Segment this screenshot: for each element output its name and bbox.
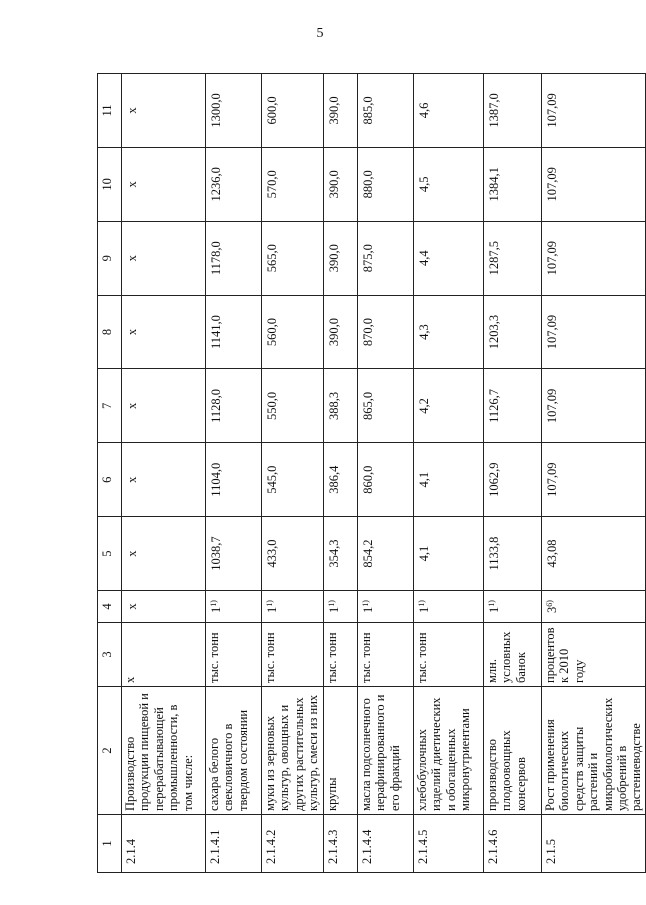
table-row xyxy=(414,74,484,873)
row-col4 xyxy=(262,591,324,623)
row-name: муки из зерновых культур, овощных и других растительных культур, смеси из них xyxy=(262,687,324,815)
row-value: 875,0 xyxy=(358,221,414,295)
footnote-marker: 6) xyxy=(545,600,554,607)
row-value: х xyxy=(122,295,206,369)
row-value: 880,0 xyxy=(358,147,414,221)
row-value: 43,08 xyxy=(542,517,646,591)
header-cell: 3 xyxy=(98,623,122,687)
row-col4-value: 1 xyxy=(327,606,341,613)
header-cell: 1 xyxy=(98,815,122,873)
row-name: Производство продукции пищевой и перерабатывающей промышленности, в том числе: xyxy=(122,687,206,815)
row-col4 xyxy=(206,591,262,623)
row-value: 433,0 xyxy=(262,517,324,591)
row-unit: тыс. тонн xyxy=(324,623,358,687)
row-value: 4,6 xyxy=(414,74,484,148)
row-value: 1141,0 xyxy=(206,295,262,369)
row-value: 4,4 xyxy=(414,221,484,295)
footnote-marker: 1) xyxy=(417,600,426,607)
row-value: 4,1 xyxy=(414,443,484,517)
row-value: 1062,9 xyxy=(484,443,542,517)
row-unit: тыс. тонн xyxy=(206,623,262,687)
row-value: 107,09 xyxy=(542,147,646,221)
row-col4-value: 1 xyxy=(265,606,279,613)
row-value: 1126,7 xyxy=(484,369,542,443)
row-value: 565,0 xyxy=(262,221,324,295)
footnote-marker: 1) xyxy=(487,600,496,607)
header-row xyxy=(98,74,122,873)
rotated-table-wrapper xyxy=(97,73,644,873)
row-value: 870,0 xyxy=(358,295,414,369)
table-row xyxy=(122,74,206,873)
row-value: 107,09 xyxy=(542,369,646,443)
row-col4 xyxy=(358,591,414,623)
row-value: 4,5 xyxy=(414,147,484,221)
row-value: х xyxy=(122,369,206,443)
row-value: 4,1 xyxy=(414,517,484,591)
row-value: х xyxy=(122,443,206,517)
row-value: 4,3 xyxy=(414,295,484,369)
row-name: сахара белого свекловичного в твердом состоянии xyxy=(206,687,262,815)
row-value: 885,0 xyxy=(358,74,414,148)
row-unit: млн. условных банок xyxy=(484,623,542,687)
row-value: 600,0 xyxy=(262,74,324,148)
row-value: 1203,3 xyxy=(484,295,542,369)
row-value: 550,0 xyxy=(262,369,324,443)
row-value: 4,2 xyxy=(414,369,484,443)
row-value: 560,0 xyxy=(262,295,324,369)
row-name: производство плодоовощных консервов xyxy=(484,687,542,815)
row-value: 390,0 xyxy=(324,147,358,221)
row-name: масла подсолнечного нерафинированного и его фракций xyxy=(358,687,414,815)
row-code: 2.1.4 xyxy=(122,815,206,873)
rotated-table-container xyxy=(97,73,644,873)
header-cell: 5 xyxy=(98,517,122,591)
row-value: 1287,5 xyxy=(484,221,542,295)
row-value: 354,3 xyxy=(324,517,358,591)
row-code: 2.1.5 xyxy=(542,815,646,873)
row-name: Рост применения биологических средств защиты растений и микробиологических удобрений в растениеводстве xyxy=(542,687,646,815)
row-col4 xyxy=(484,591,542,623)
row-code: 2.1.4.1 xyxy=(206,815,262,873)
row-value: 390,0 xyxy=(324,295,358,369)
row-value: 545,0 xyxy=(262,443,324,517)
row-col4 xyxy=(542,591,646,623)
row-value: х xyxy=(122,74,206,148)
row-name: крупы xyxy=(324,687,358,815)
row-code: 2.1.4.6 xyxy=(484,815,542,873)
page-number: 5 xyxy=(316,26,324,41)
row-code: 2.1.4.4 xyxy=(358,815,414,873)
row-value: 107,09 xyxy=(542,295,646,369)
row-col4 xyxy=(414,591,484,623)
footnote-marker: 1) xyxy=(361,600,370,607)
row-col4 xyxy=(324,591,358,623)
row-value: 1178,0 xyxy=(206,221,262,295)
header-cell: 11 xyxy=(98,74,122,148)
table-row xyxy=(484,74,542,873)
row-value: 1387,0 xyxy=(484,74,542,148)
row-unit: тыс. тонн xyxy=(414,623,484,687)
row-col4-value: 1 xyxy=(417,606,431,613)
row-code: 2.1.4.5 xyxy=(414,815,484,873)
row-unit: х xyxy=(122,623,206,687)
table-row xyxy=(324,74,358,873)
row-value: 1300,0 xyxy=(206,74,262,148)
row-value: 107,09 xyxy=(542,74,646,148)
row-value: х xyxy=(122,517,206,591)
row-value: 1236,0 xyxy=(206,147,262,221)
row-value: 390,0 xyxy=(324,74,358,148)
table-row xyxy=(542,74,646,873)
table-body xyxy=(122,74,646,873)
row-col4-value: 1 xyxy=(487,606,501,613)
row-value: 107,09 xyxy=(542,443,646,517)
header-cell: 2 xyxy=(98,687,122,815)
row-col4 xyxy=(122,591,206,623)
row-value: 388,3 xyxy=(324,369,358,443)
row-col4-value: х xyxy=(125,603,139,610)
row-value: 1038,7 xyxy=(206,517,262,591)
row-col4-value: 1 xyxy=(209,606,223,613)
row-value: 1384,1 xyxy=(484,147,542,221)
table-row xyxy=(358,74,414,873)
header-cell: 7 xyxy=(98,369,122,443)
row-value: 570,0 xyxy=(262,147,324,221)
row-value: 865,0 xyxy=(358,369,414,443)
row-unit: тыс. тонн xyxy=(262,623,324,687)
row-col4-value: 3 xyxy=(545,606,559,613)
row-value: х xyxy=(122,221,206,295)
row-value: 1128,0 xyxy=(206,369,262,443)
row-col4-value: 1 xyxy=(361,606,375,613)
row-value: х xyxy=(122,147,206,221)
row-value: 107,09 xyxy=(542,221,646,295)
table-row xyxy=(206,74,262,873)
header-cell: 10 xyxy=(98,147,122,221)
header-cell: 8 xyxy=(98,295,122,369)
header-cell: 4 xyxy=(98,591,122,623)
row-value: 1133,8 xyxy=(484,517,542,591)
row-value: 854,2 xyxy=(358,517,414,591)
row-code: 2.1.4.3 xyxy=(324,815,358,873)
header-cell: 9 xyxy=(98,221,122,295)
row-value: 1104,0 xyxy=(206,443,262,517)
row-name: хлебобулочных изделий диетических и обогащенных микронутриентами xyxy=(414,687,484,815)
indicators-table xyxy=(97,73,646,873)
footnote-marker: 1) xyxy=(209,600,218,607)
row-code: 2.1.4.2 xyxy=(262,815,324,873)
table-row xyxy=(262,74,324,873)
row-unit: тыс. тонн xyxy=(358,623,414,687)
row-value: 386,4 xyxy=(324,443,358,517)
header-cell: 6 xyxy=(98,443,122,517)
row-value: 860,0 xyxy=(358,443,414,517)
footnote-marker: 1) xyxy=(327,600,336,607)
footnote-marker: 1) xyxy=(265,600,274,607)
row-unit: процентов к 2010 году xyxy=(542,623,646,687)
row-value: 390,0 xyxy=(324,221,358,295)
